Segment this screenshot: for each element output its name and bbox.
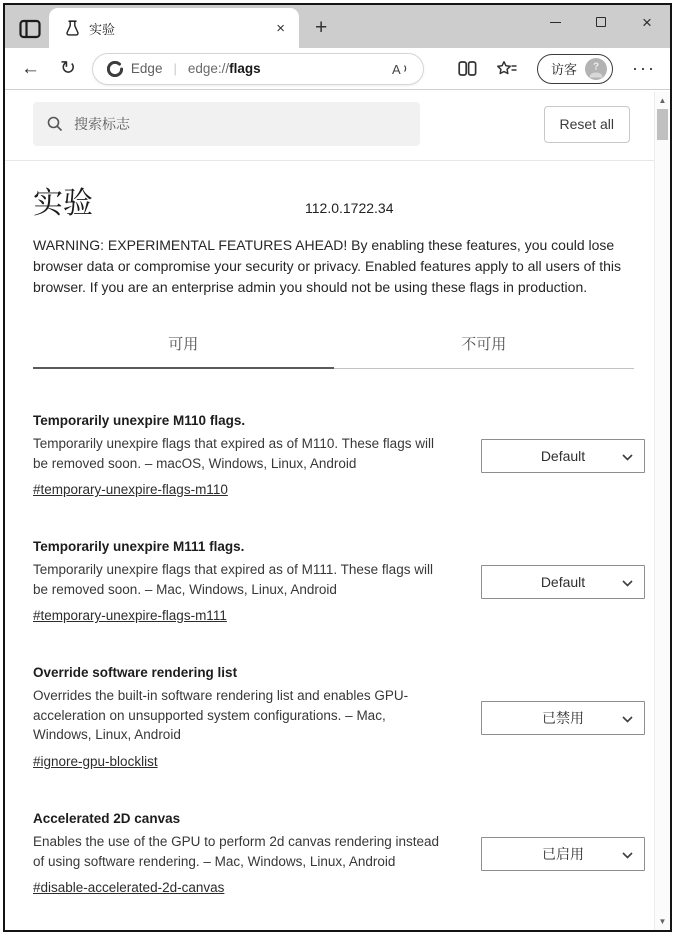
scroll-up-arrow[interactable]: ▲ bbox=[658, 96, 667, 105]
flag-value: Default bbox=[540, 448, 586, 465]
flag-description: Enables the use of the GPU to perform 2d canvas rendering instead of using software rendering. – Mac, Windows, Linux, Android bbox=[33, 833, 439, 869]
flag-info bbox=[33, 665, 445, 771]
browser-version: 112.0.1722.34 bbox=[305, 200, 394, 216]
search-input[interactable] bbox=[33, 102, 420, 146]
back-button[interactable]: ← bbox=[21, 58, 40, 79]
address-bar[interactable] bbox=[92, 53, 424, 85]
flag-permalink[interactable]: #disable-accelerated-2d-canvas bbox=[33, 880, 225, 896]
reset-all-button[interactable]: Reset all bbox=[544, 106, 630, 143]
title-bar bbox=[5, 5, 670, 48]
browser-toolbar bbox=[5, 48, 670, 90]
scroll-down-arrow[interactable]: ▼ bbox=[658, 917, 667, 926]
minimize-icon bbox=[550, 22, 561, 23]
header-divider bbox=[5, 160, 670, 161]
url-text bbox=[188, 60, 261, 78]
search-icon bbox=[47, 116, 63, 132]
flag-tabs bbox=[33, 333, 634, 369]
chevron-down-icon bbox=[622, 852, 633, 859]
flag-permalink[interactable]: #ignore-gpu-blocklist bbox=[33, 753, 158, 769]
flag-info bbox=[33, 539, 445, 625]
profile-label: 访客 bbox=[551, 62, 578, 77]
warning-text: WARNING: EXPERIMENTAL FEATURES AHEAD! By enabling these features, you could lose browser data or compromise your security or privacy. Enabled features apply to all users of this browser. If you are an enterprise admin you should not be using these flags in production. bbox=[33, 237, 621, 295]
flag-title: Temporarily unexpire M110 flags. bbox=[33, 413, 246, 428]
flag-row bbox=[33, 539, 645, 625]
flag-row bbox=[33, 665, 645, 771]
svg-text:A: A bbox=[391, 61, 401, 77]
minimize-button[interactable] bbox=[532, 5, 578, 39]
flags-page bbox=[5, 102, 670, 897]
omnibox-divider: | bbox=[173, 61, 177, 76]
flag-description: Overrides the built-in software rendering list and enables GPU-acceleration on unsupported system configurations. – Mac, Windows, Linux, Android bbox=[33, 688, 409, 743]
window-controls bbox=[532, 5, 670, 39]
flag-description: Temporarily unexpire flags that expired as of M110. These flags will be removed soon. – macOS, Windows, Linux, Android bbox=[33, 436, 434, 471]
flag-row bbox=[33, 811, 645, 897]
search-placeholder: 搜索标志 bbox=[74, 116, 130, 132]
flag-permalink[interactable]: #temporary-unexpire-flags-m111 bbox=[33, 608, 227, 624]
flag-info bbox=[33, 811, 445, 897]
tab-actions-button[interactable] bbox=[17, 17, 43, 41]
flag-title: Accelerated 2D canvas bbox=[33, 810, 181, 826]
maximize-icon bbox=[596, 17, 606, 27]
flag-value-dropdown[interactable] bbox=[481, 565, 645, 599]
flag-value: Default bbox=[540, 574, 586, 591]
flag-permalink[interactable]: #temporary-unexpire-flags-m110 bbox=[33, 482, 228, 498]
browser-tab[interactable] bbox=[49, 8, 299, 48]
flag-info bbox=[33, 413, 445, 499]
edge-logo-icon bbox=[107, 61, 123, 77]
guest-avatar-icon bbox=[584, 57, 608, 81]
read-aloud-icon[interactable] bbox=[391, 61, 411, 77]
browser-window bbox=[3, 3, 672, 932]
chevron-down-icon bbox=[622, 580, 633, 587]
beaker-icon bbox=[65, 20, 80, 36]
flag-value-dropdown[interactable] bbox=[481, 701, 645, 735]
title-row bbox=[33, 178, 630, 222]
refresh-button[interactable]: ↻ bbox=[60, 58, 76, 79]
flag-value-dropdown[interactable] bbox=[481, 439, 645, 473]
url-host: flags bbox=[229, 60, 261, 76]
page-title: 实验 bbox=[33, 187, 93, 220]
tab-unavailable[interactable]: 不可用 bbox=[334, 333, 635, 369]
close-icon: × bbox=[642, 12, 652, 32]
tab-available[interactable]: 可用 bbox=[33, 333, 334, 369]
flag-value: 已启用 bbox=[542, 846, 584, 862]
flags-list bbox=[33, 413, 645, 897]
split-screen-icon[interactable] bbox=[458, 60, 477, 77]
search-row bbox=[33, 102, 630, 146]
scrollbar[interactable] bbox=[654, 92, 670, 930]
chevron-down-icon bbox=[622, 454, 633, 461]
flag-title: Override software rendering list bbox=[33, 665, 238, 681]
profile-button[interactable] bbox=[537, 54, 613, 84]
flag-row bbox=[33, 413, 645, 499]
tab-close-icon[interactable]: × bbox=[276, 19, 285, 37]
new-tab-button[interactable]: + bbox=[315, 16, 328, 39]
tab-title: 实验 bbox=[89, 21, 116, 37]
favorites-hub-icon[interactable] bbox=[496, 60, 518, 78]
page-content bbox=[5, 90, 670, 930]
chevron-down-icon bbox=[622, 716, 633, 723]
scrollbar-thumb[interactable] bbox=[657, 109, 668, 140]
flag-value-dropdown[interactable] bbox=[481, 837, 645, 871]
maximize-button[interactable] bbox=[578, 5, 624, 39]
flag-title: Temporarily unexpire M111 flags. bbox=[33, 539, 245, 555]
settings-menu-button[interactable]: ··· bbox=[632, 58, 656, 78]
svg-text:?: ? bbox=[592, 61, 600, 72]
toolbar-right-icons bbox=[458, 54, 656, 84]
workspaces-icon bbox=[19, 19, 41, 39]
site-label: Edge bbox=[130, 61, 163, 76]
url-scheme: edge:// bbox=[187, 60, 230, 76]
flag-description: Temporarily unexpire flags that expired as of M111. These flags will be removed soon. – Mac, Windows, Linux, Android bbox=[33, 562, 433, 597]
flag-value: 已禁用 bbox=[542, 710, 584, 727]
close-button[interactable] bbox=[624, 5, 670, 39]
